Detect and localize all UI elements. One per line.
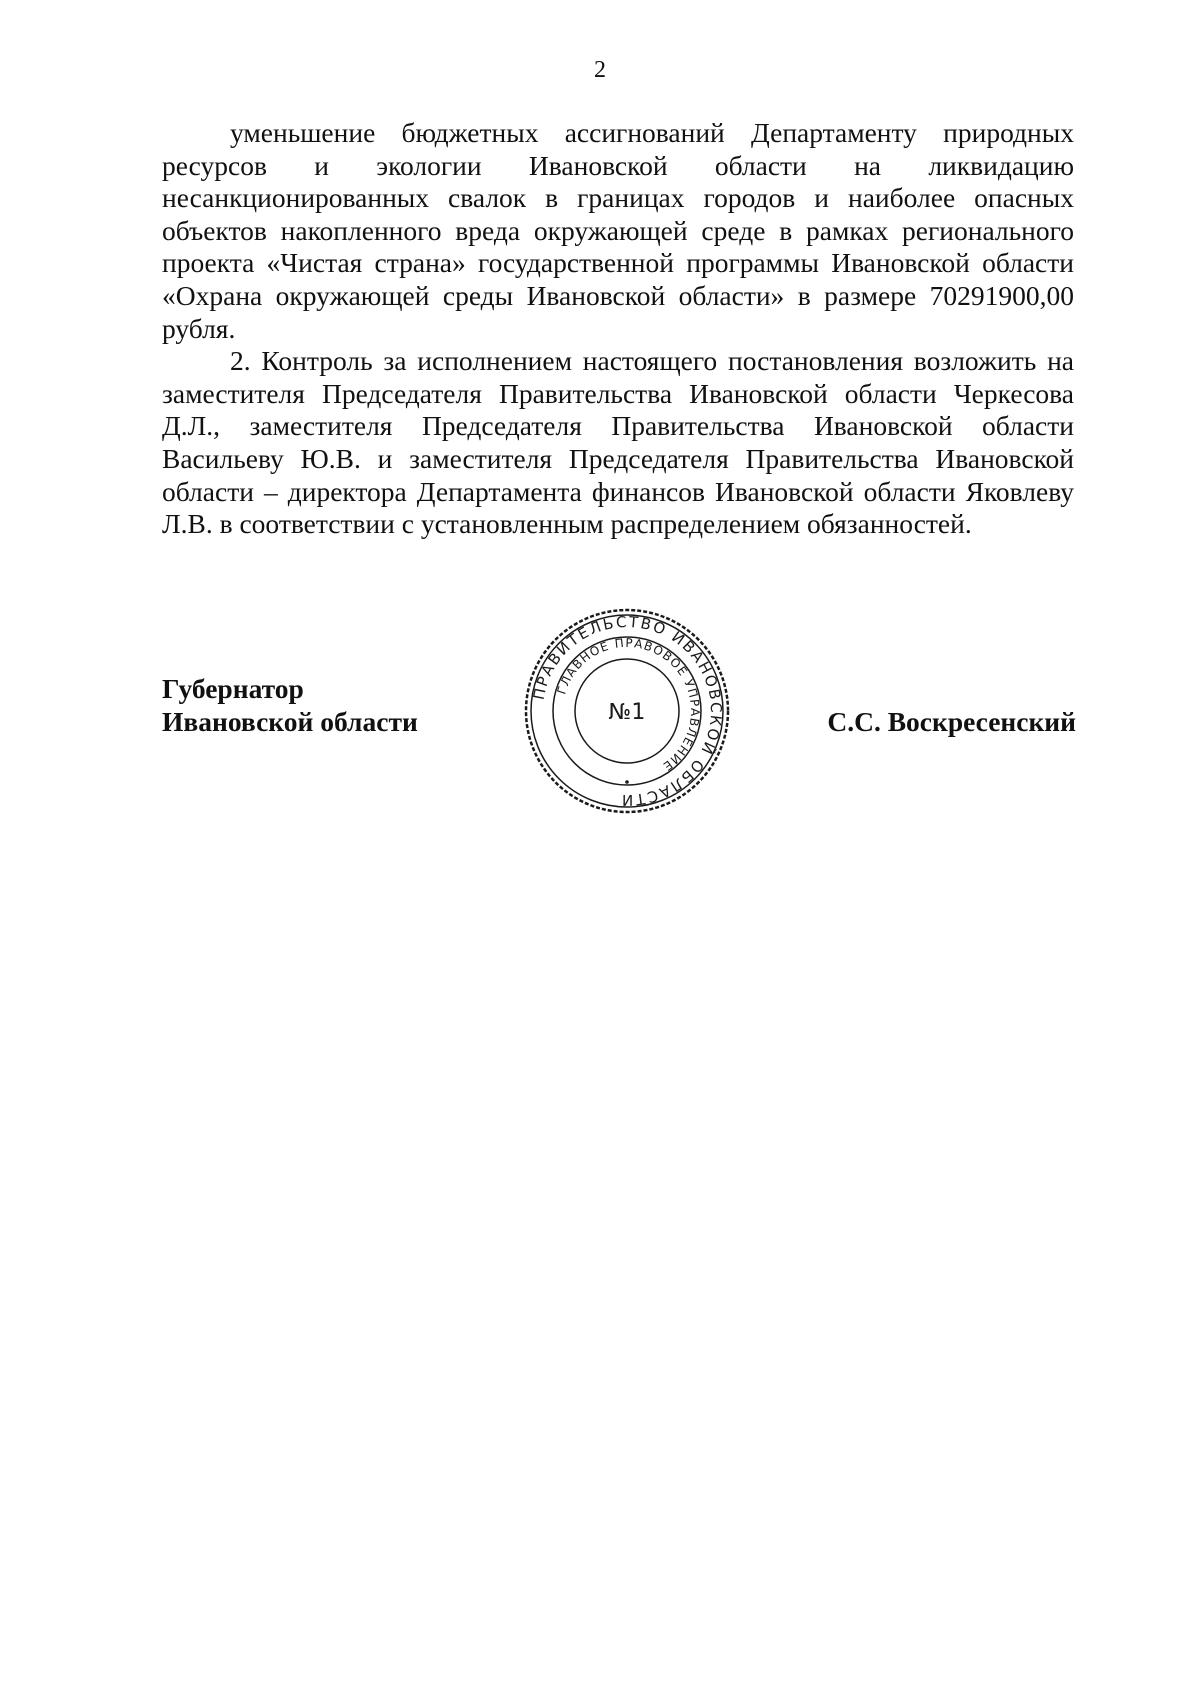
page-number: 2: [594, 57, 606, 83]
seal-dot-mark: [625, 780, 629, 784]
seal-outer-text: ПРАВИТЕЛЬСТВО ИВАНОВСКОЙ ОБЛАСТИ: [529, 612, 726, 810]
seal-graphic: [522, 606, 732, 816]
paragraph-budget-reduction: уменьшение бюджетных ассигнований Департаменту природных ресурсов и экологии Ивановской области на ликвидацию несанкционированных свалок в границах городов и наиболее опасных объектов накопленного вреда окружающей среде в рамках регионального проекта «Чистая страна» государственной программы Ивановской области «Охрана окружающей среды Ивановской области» в размере 70291900,00 рубля.: [162, 117, 1074, 344]
signatory-title: Губернатор: [162, 673, 304, 704]
official-seal-stamp: [522, 606, 732, 816]
signatory-position: [162, 672, 418, 738]
signatory-region: Ивановской области: [162, 706, 418, 737]
seal-inner-text: ГЛАВНОЕ ПРАВОВОЕ УПРАВЛЕНИЕ: [554, 635, 703, 774]
seal-number: №1: [608, 700, 646, 725]
paragraph-control: 2. Контроль за исполнением настоящего постановления возложить на заместителя Председателя Правительства Ивановской области Черкесова Д.Л., заместителя Председателя Правительства Ивановской области Васильеву Ю.В. и заместителя Председателя Правительства Ивановской области – директора Департамента финансов Ивановской области Яковлеву Л.В. в соответствии с установленным распределением обязанностей.: [162, 345, 1074, 540]
document-body: [162, 117, 1074, 541]
signatory-name: С.С. Воскресенский: [827, 706, 1076, 737]
